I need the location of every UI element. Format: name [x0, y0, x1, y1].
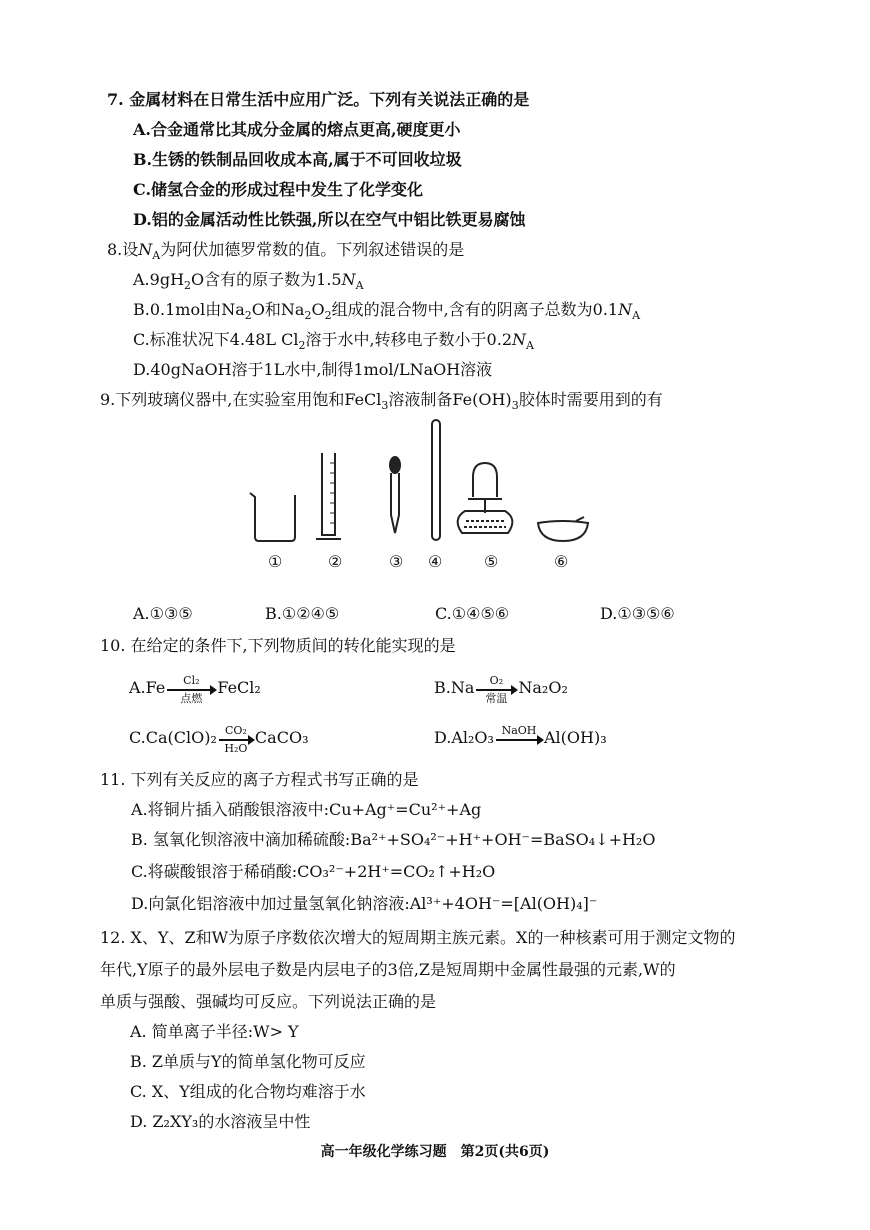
q10-option-d: D.Al₂O₃ NaOH Al(OH)₃: [434, 723, 607, 747]
dropper-icon: [389, 456, 401, 533]
q7-option-c: C.储氢合金的形成过程中发生了化学变化: [133, 180, 424, 199]
q8-stem: 8.设$N_A$为阿伏加德罗常数的值。下列叙述错误的是: [107, 240, 465, 262]
q11-option-d: D.向氯化铝溶液中加过量氢氧化钠溶液:Al³⁺+4OH⁻=[Al(OH)₄]⁻: [131, 894, 598, 913]
q12-option-b: B. Z单质与Y的简单氢化物可反应: [130, 1052, 366, 1071]
q12-stem-line-2: 年代,Y原子的最外层电子数是内层电子的3倍,Z是短周期中金属性最强的元素,W的: [100, 960, 676, 979]
page-footer: 高一年级化学练习题 第2页(共6页): [320, 1144, 550, 1160]
q11-stem: 11. 下列有关反应的离子方程式书写正确的是: [100, 770, 419, 789]
q12-stem-line-1: 12. X、Y、Z和W为原子序数依次增大的短周期主族元素。X的一种核素可用于测定文物的: [100, 928, 736, 947]
evaporating-dish-icon: [538, 517, 588, 541]
q7-option-b: B.生锈的铁制品回收成本高,属于不可回收垃圾: [133, 150, 462, 169]
apparatus-label-4: ④: [428, 552, 443, 571]
q11-option-c: C.将碳酸银溶于稀硝酸:CO₃²⁻+2H⁺=CO₂↑+H₂O: [131, 862, 496, 881]
apparatus-label-2: ②: [328, 552, 343, 571]
q9-option-a: A.①③⑤: [133, 604, 193, 623]
q11-option-a: A.将铜片插入硝酸银溶液中:Cu+Ag⁺=Cu²⁺+Ag: [131, 800, 482, 819]
q12-option-d: D. Z₂XY₃的水溶液呈中性: [130, 1112, 311, 1131]
q7-option-a: A.合金通常比其成分金属的熔点更高,硬度更小: [133, 120, 461, 139]
q8-option-a: $A.9gH_2O$含有的原子数为$1.5N_A$: [133, 270, 364, 292]
q10-stem: 10. 在给定的条件下,下列物质间的转化能实现的是: [100, 636, 456, 655]
q10-option-a: A.Fe Cl₂ 点燃 FeCl₂: [129, 673, 261, 705]
q10-option-c: C.Ca(ClO)₂ $\frac{\text{CO₂}}{\text{H₂O}}$ CaCO₃: [129, 723, 309, 755]
q7-option-d: D.铝的金属活动性比铁强,所以在空气中铝比铁更易腐蚀: [133, 210, 526, 229]
apparatus-label-1: ①: [268, 552, 283, 571]
apparatus-label-3: ③: [389, 552, 404, 571]
glass-rod-icon: [432, 420, 440, 540]
q9-stem: 9.下列玻璃仪器中,在实验室用饱和FeCl$_3$溶液制备$Fe(OH)_3$胶体时需要用到的有: [100, 390, 663, 412]
alcohol-lamp-icon: [458, 463, 513, 533]
apparatus-label-6: ⑥: [554, 552, 569, 571]
q10-option-b: B.Na O₂ 常温 Na₂O₂: [434, 673, 568, 705]
q12-option-a: A. 简单离子半径:W> Y: [130, 1022, 299, 1041]
q9-option-b: B.①②④⑤: [265, 604, 340, 623]
q9-option-d: D.①③⑤⑥: [600, 604, 675, 623]
q8-option-d: D.40gNaOH溶于1L水中,制得1mol/LNaOH溶液: [133, 360, 493, 379]
q12-stem-line-3: 单质与强酸、强碱均可反应。下列说法正确的是: [100, 992, 437, 1011]
q11-option-b: B. 氢氧化钡溶液中滴加稀硫酸:Ba²⁺+SO₄²⁻+H⁺+OH⁻=BaSO₄↓+H₂O: [131, 830, 656, 849]
q12-option-c: C. X、Y组成的化合物均难溶于水: [130, 1082, 366, 1101]
q8-option-b: B.0.1mol由$Na_2O$和$Na_2O_2$组成的混合物中,含有的阴离子总数为$0.1N_A$: [133, 300, 641, 322]
q8-option-c: C.标准状况下4.48L $Cl_2$溶于水中,转移电子数小于$0.2N_A$: [133, 330, 534, 352]
apparatus-label-5: ⑤: [484, 552, 499, 571]
graduated-cylinder-icon: [316, 453, 341, 539]
beaker-icon: [250, 493, 295, 541]
glassware-figure: [240, 415, 620, 550]
q7-stem: 7. 金属材料在日常生活中应用广泛。下列有关说法正确的是: [107, 90, 530, 109]
q9-option-c: C.①④⑤⑥: [435, 604, 510, 623]
